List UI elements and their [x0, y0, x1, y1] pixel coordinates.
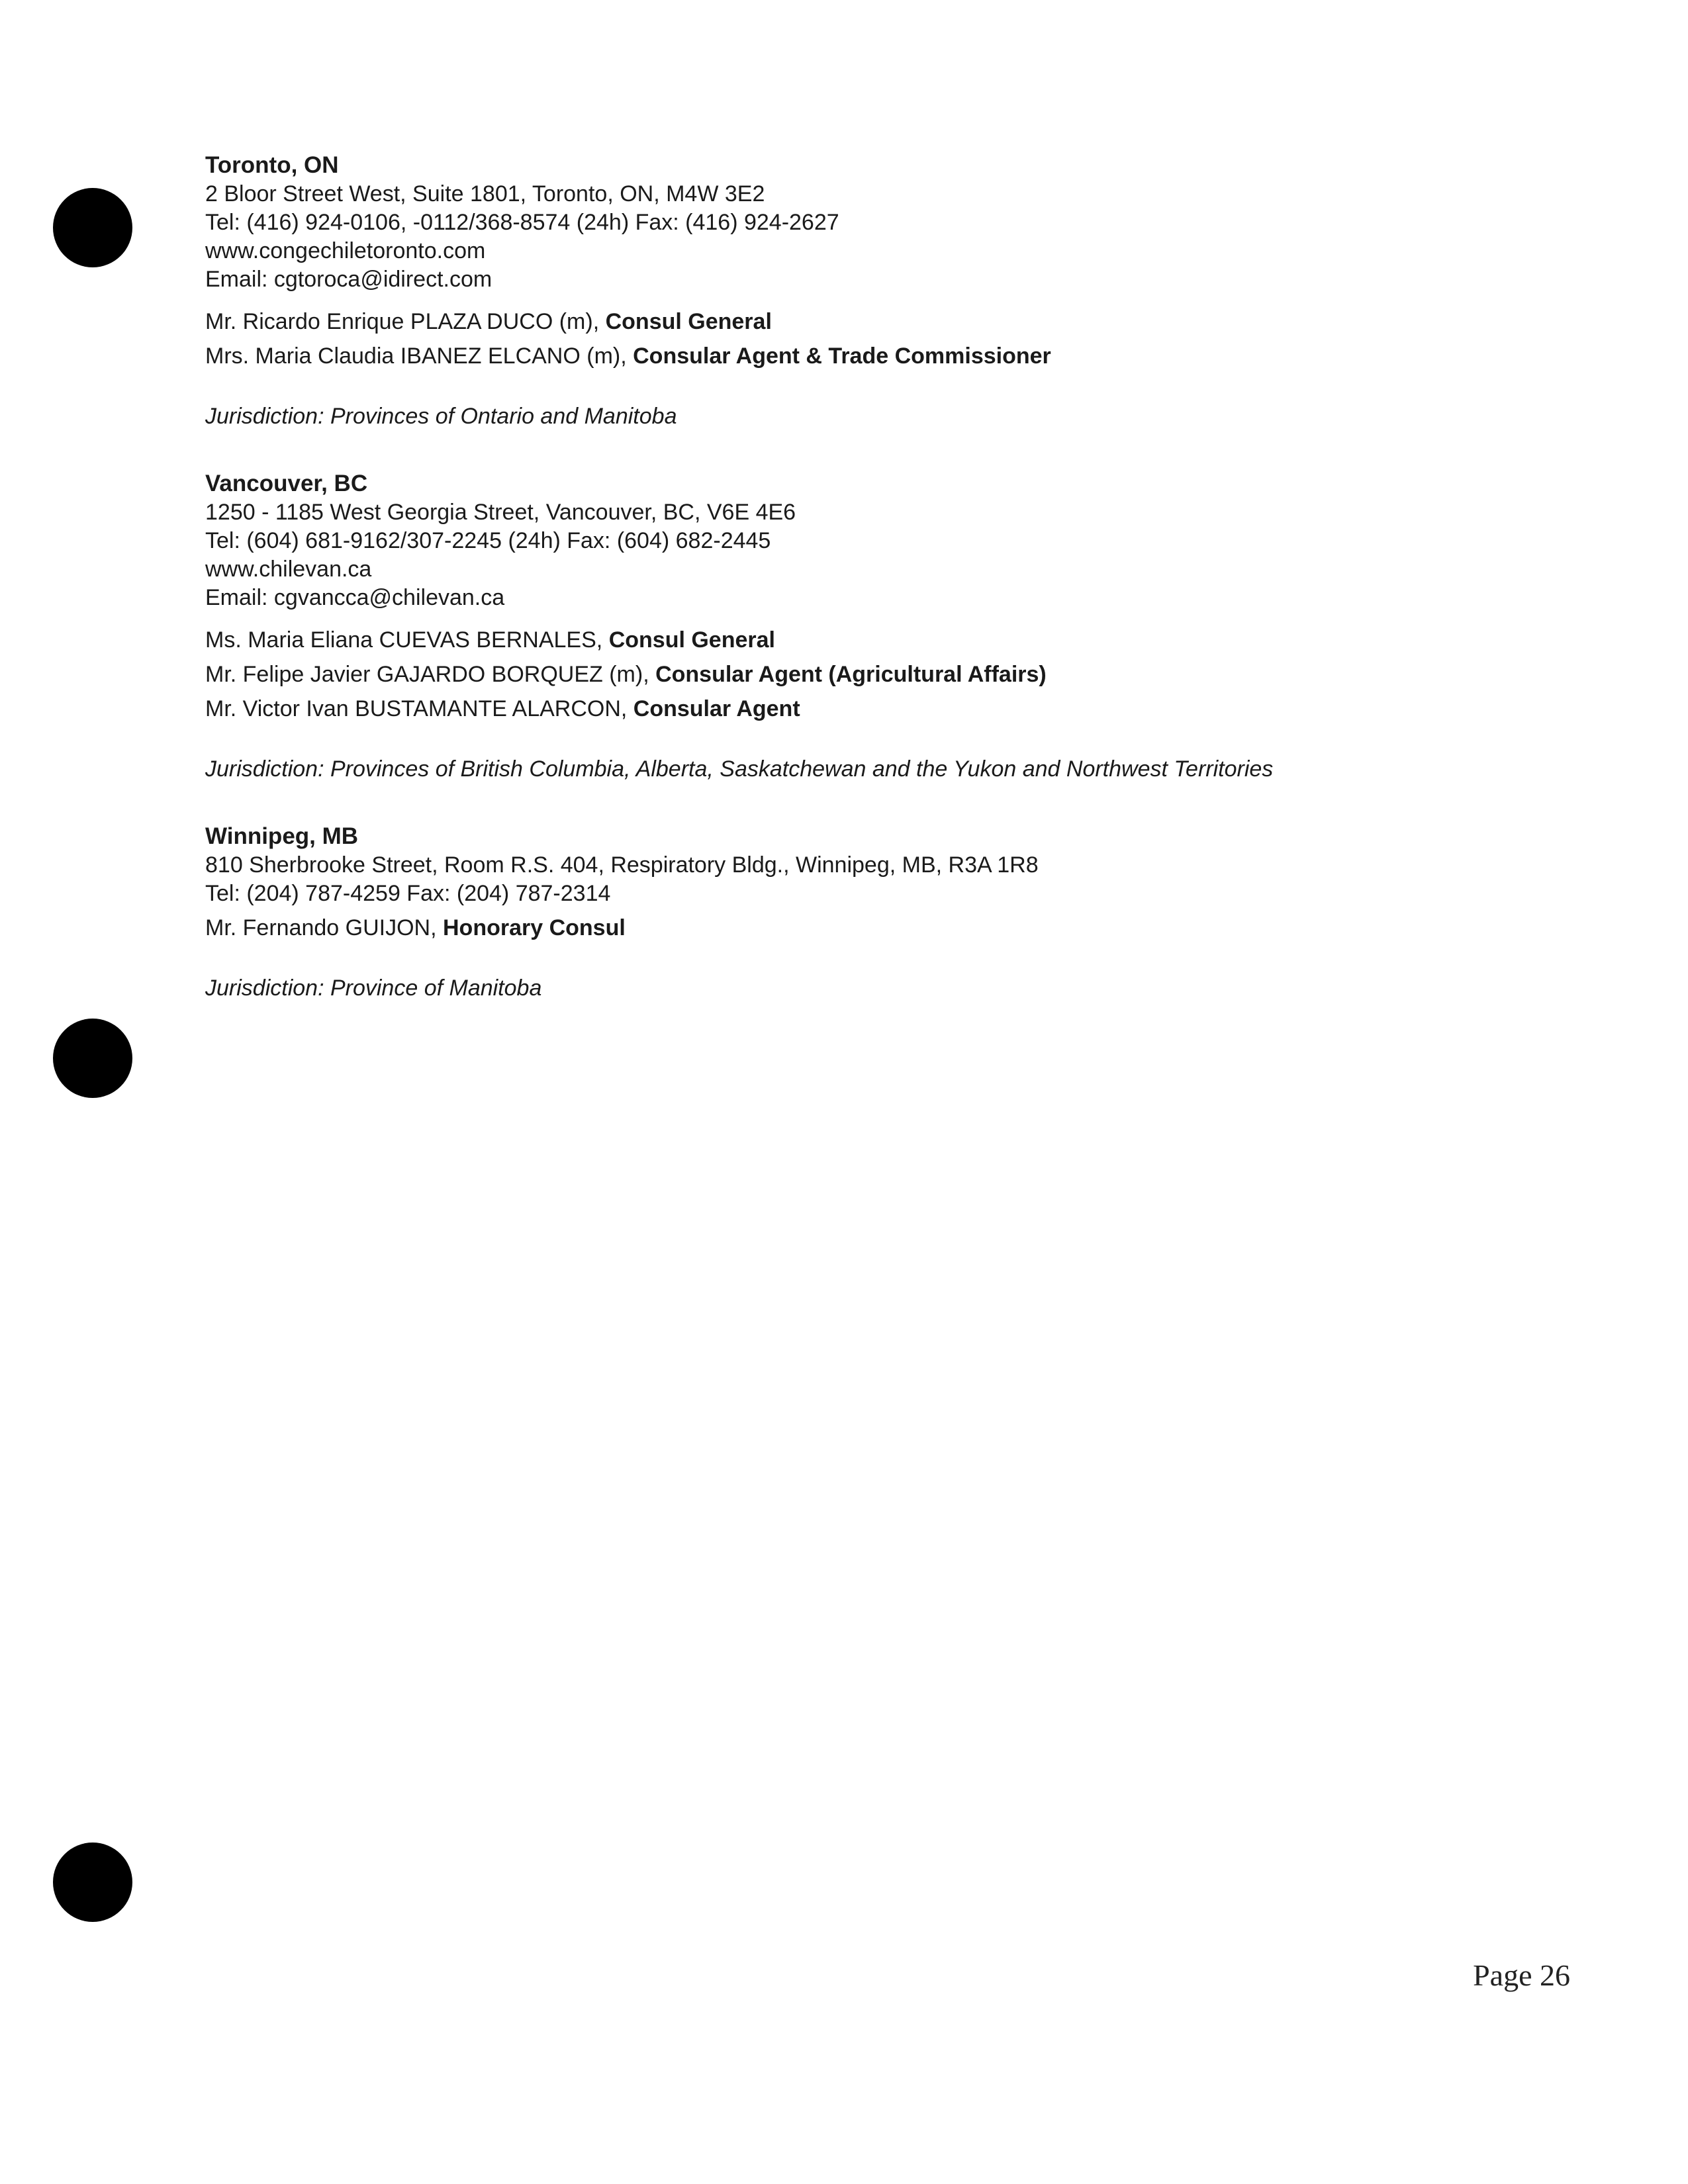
office-winnipeg	[205, 822, 1595, 1003]
consulate-listing	[205, 151, 1595, 1041]
staff-name: Mr. Felipe Javier GAJARDO BORQUEZ (m),	[205, 662, 656, 687]
staff-title: Consular Agent	[633, 696, 800, 721]
staff-entry	[205, 660, 1595, 689]
jurisdiction-label: Jurisdiction:	[205, 976, 324, 1001]
staff-title: Consular Agent & Trade Commissioner	[633, 343, 1051, 369]
jurisdiction-label: Jurisdiction:	[205, 404, 324, 429]
staff-name: Ms. Maria Eliana CUEVAS BERNALES,	[205, 627, 609, 653]
jurisdiction-text: Provinces of Ontario and Manitoba	[324, 404, 677, 429]
office-email: Email: cgvancca@chilevan.ca	[205, 585, 505, 610]
office-city: Winnipeg, MB	[205, 823, 359, 849]
staff-entry	[205, 625, 1595, 655]
staff-entry	[205, 341, 1595, 371]
office-email: Email: cgtoroca@idirect.com	[205, 267, 492, 292]
staff-title: Honorary Consul	[443, 915, 626, 940]
punch-hole	[53, 188, 132, 267]
staff-name: Mr. Victor Ivan BUSTAMANTE ALARCON,	[205, 696, 633, 721]
jurisdiction-label: Jurisdiction:	[205, 756, 324, 782]
staff-entry	[205, 694, 1595, 723]
staff-title: Consular Agent (Agricultural Affairs)	[655, 662, 1047, 687]
jurisdiction-text: Province of Manitoba	[324, 976, 542, 1001]
office-phone: Tel: (204) 787-4259 Fax: (204) 787-2314	[205, 881, 611, 906]
office-toronto	[205, 151, 1595, 431]
office-address: 810 Sherbrooke Street, Room R.S. 404, Respiratory Bldg., Winnipeg, MB, R3A 1R8	[205, 852, 1039, 878]
punch-hole	[53, 1019, 132, 1098]
office-city: Vancouver, BC	[205, 471, 368, 496]
office-website: www.congechiletoronto.com	[205, 238, 486, 263]
staff-name: Mrs. Maria Claudia IBANEZ ELCANO (m),	[205, 343, 633, 369]
office-jurisdiction	[205, 974, 1595, 1003]
staff-title: Consul General	[608, 627, 775, 653]
office-vancouver	[205, 469, 1595, 784]
office-website: www.chilevan.ca	[205, 557, 372, 582]
office-city: Toronto, ON	[205, 152, 339, 178]
office-address: 1250 - 1185 West Georgia Street, Vancouver, BC, V6E 4E6	[205, 500, 796, 525]
office-phone: Tel: (416) 924-0106, -0112/368-8574 (24h) Fax: (416) 924-2627	[205, 210, 839, 235]
office-jurisdiction	[205, 402, 1595, 431]
jurisdiction-text: Provinces of British Columbia, Alberta, Saskatchewan and the Yukon and Northwest Territories	[324, 756, 1274, 782]
staff-entry	[205, 307, 1595, 336]
staff-entry	[205, 913, 1595, 942]
office-jurisdiction	[205, 755, 1595, 784]
punch-hole	[53, 1843, 132, 1922]
page-number: Page 26	[1473, 1958, 1570, 1992]
staff-name: Mr. Fernando GUIJON,	[205, 915, 443, 940]
office-address: 2 Bloor Street West, Suite 1801, Toronto, ON, M4W 3E2	[205, 181, 765, 206]
staff-title: Consul General	[605, 309, 772, 334]
staff-name: Mr. Ricardo Enrique PLAZA DUCO (m),	[205, 309, 606, 334]
office-phone: Tel: (604) 681-9162/307-2245 (24h) Fax: (604) 682-2445	[205, 528, 771, 553]
